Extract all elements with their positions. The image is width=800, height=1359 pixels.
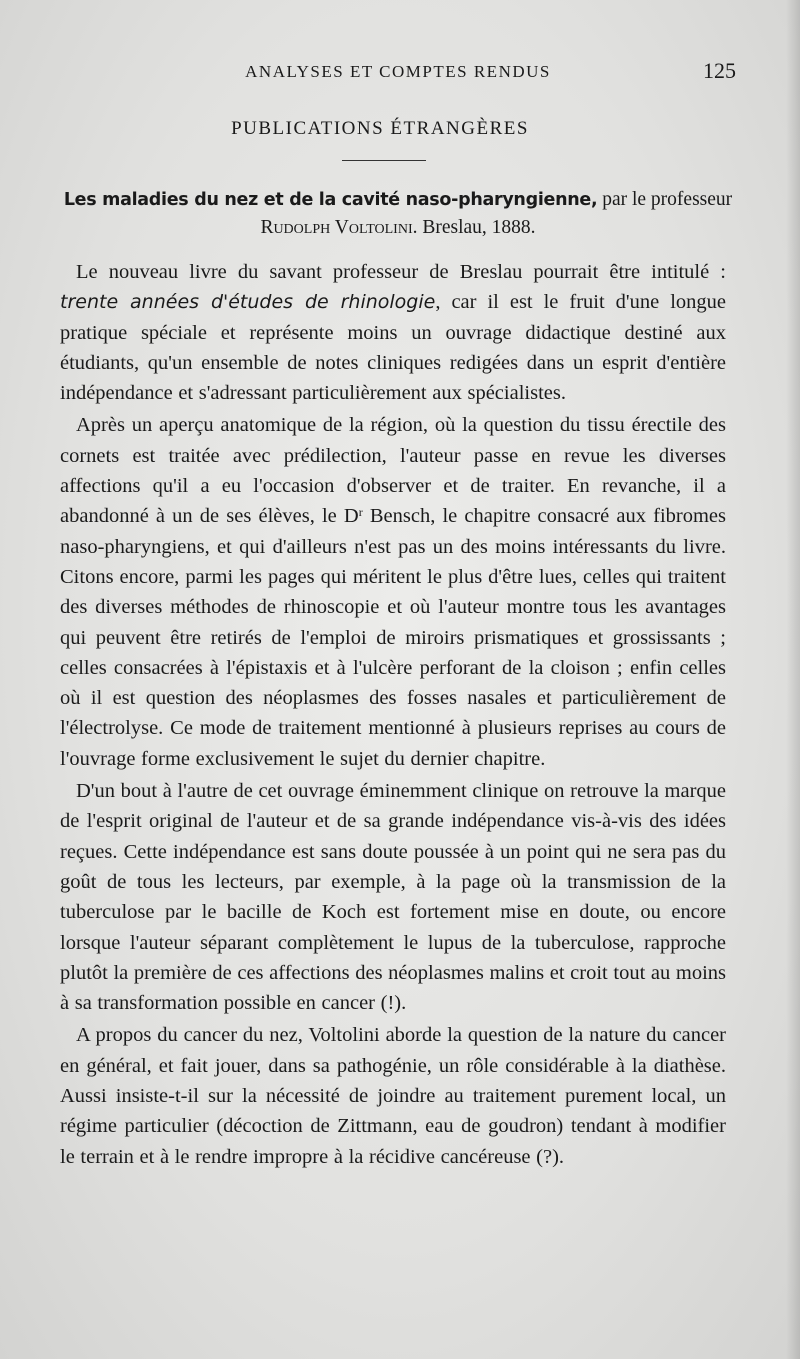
running-header xyxy=(60,58,736,86)
paragraph-1-text-a: Le nouveau livre du savant professeur de Breslau pourrait être intitulé : xyxy=(76,261,726,283)
author-name: Rudolph Voltolini xyxy=(260,217,413,238)
section-divider xyxy=(342,160,426,161)
paragraph-2-text-b: Bensch, le chapitre consacré aux fibromes naso-pharyngiens, et qui d'ailleurs n'est pas un des moins intéressants du livre. Citons encore, parmi les pages qui méritent le plus d'être lues, celles qui traitent des diverses méthodes de rhinoscopie et où l'auteur montre tous les avantages qui peuvent être retirés de l'emploi de miroirs prismatiques et grossissants ; celles consacrées à l'épistaxis et à l'ulcère perforant de la cloison ; enfin celles où il est question des néoplasmes des fosses nasales et particulièrement de l'électrolyse. Ce mode de traitement mentionné à plusieurs reprises au cours de l'ouvrage forme exclusivement le sujet du dernier chapitre. xyxy=(60,505,727,770)
paragraph-3: D'un bout à l'autre de cet ouvrage éminemment clinique on retrouve la marque de l'esprit original de l'auteur et de sa grande indépendance vis-à-vis des idées reçues. Cette indépendance est sans doute poussée à un point qui ne sera pas du goût de tous les lecteurs, par exemple, à la page où la transmission de la tuberculose par le bacille de Koch est fortement mise en doute, ou encore lorsque l'auteur séparant complètement le lupus de la tuberculose, rapproche plutôt la première de ces affections des néoplasmes malins et croit tout au moins à sa transformation possible en cancer (!). xyxy=(60,780,726,1015)
paragraph-1 xyxy=(60,257,726,408)
paragraph-2-superscript: r xyxy=(358,505,363,520)
paragraph-1-italic: trente années d'études de rhinologie xyxy=(60,291,436,314)
page-edge-shadow xyxy=(786,0,800,1359)
review-heading xyxy=(60,186,736,241)
page-number: 125 xyxy=(703,58,736,83)
book-title: Les maladies du nez et de la cavité naso-pharyngienne, xyxy=(63,190,598,210)
review-body xyxy=(60,257,726,1172)
running-title: ANALYSES ET COMPTES RENDUS xyxy=(245,62,551,81)
paragraph-1-text-b: , car il est le fruit d'une longue pratique spéciale et représente moins un ouvrage didactique destiné aux étudiants, qu'un ensemble de notes cliniques redigées dans un esprit d'entière indépendance et s'adressant particulièrement aux spécialistes. xyxy=(60,291,726,405)
byline: par le professeur xyxy=(597,189,733,210)
publication-info: . Breslau, 1888. xyxy=(412,217,536,238)
paragraph-2-text-a: Après un aperçu anatomique de la région, où la question du tissu érectile des cornets est traitée avec prédilection, l'auteur passe en revue les diverses affections qu'il a eu l'occasion d'observer et de traiter. En revanche, il a abandonné à un de ses élèves, le D xyxy=(60,414,726,528)
paragraph-4: A propos du cancer du nez, Voltolini aborde la question de la nature du cancer en général, et fait jouer, dans sa pathogénie, un rôle considérable à la diathèse. Aussi insiste-t-il sur la nécessité de joindre au traitement purement local, un régime particulier (décoction de Zittmann, eau de goudron) tendant à modifier le terrain et à le rendre impropre à la récidive cancéreuse (?). xyxy=(60,1024,726,1168)
paragraph-2 xyxy=(60,410,726,774)
section-title: PUBLICATIONS ÉTRANGÈRES xyxy=(231,118,529,139)
